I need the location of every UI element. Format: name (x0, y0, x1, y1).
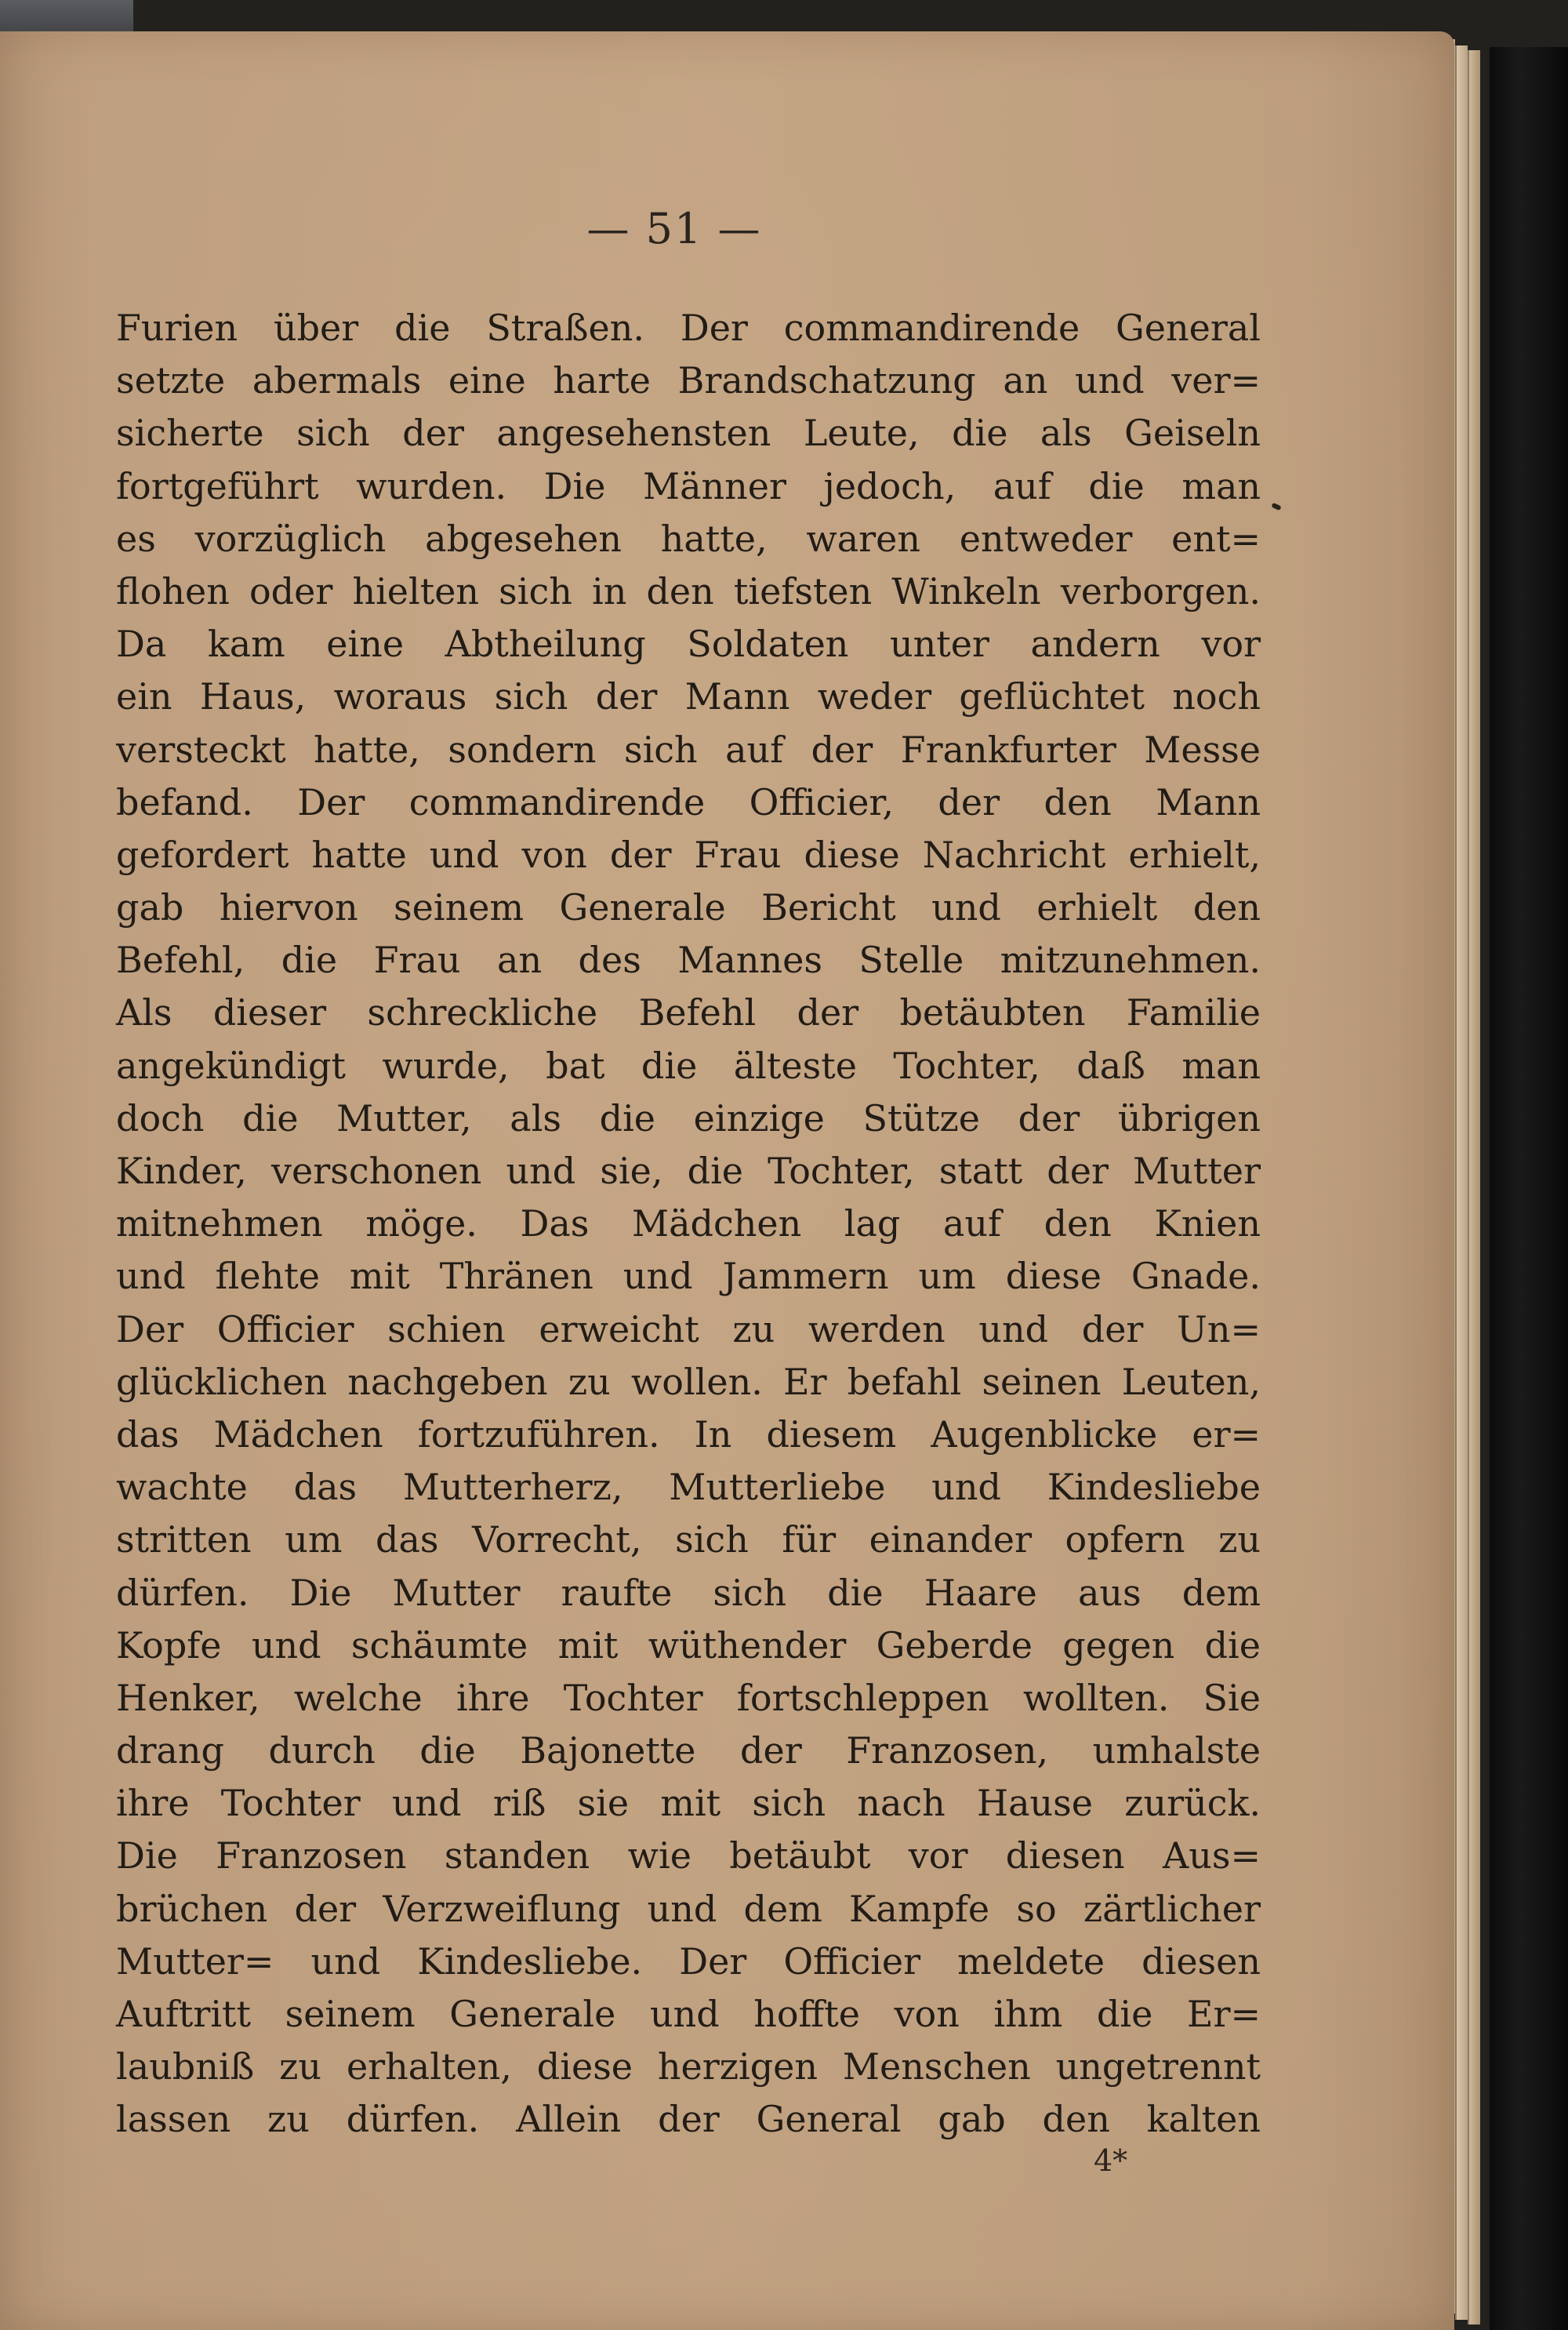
text-line: glücklichen nachgeben zu wollen. Er befahl seinen Leuten, (116, 1360, 1261, 1403)
signature-mark: 4* (1094, 2143, 1128, 2178)
page-edge (1455, 45, 1468, 2320)
page-edge (1468, 50, 1480, 2325)
paper-sheet (0, 31, 1454, 2330)
text-line: befand. Der commandirende Officier, der den Mann (116, 780, 1261, 823)
text-line: Der Officier schien erweicht zu werden und der Un= (116, 1307, 1261, 1350)
text-line: Kopfe und schäumte mit wüthender Geberde gegen die (116, 1623, 1261, 1667)
text-line: Mutter= und Kindesliebe. Der Officier meldete diesen (116, 1939, 1261, 1983)
text-line: ein Haus, woraus sich der Mann weder geflüchtet noch (116, 675, 1261, 718)
text-line: setzte abermals eine harte Brandschatzung an und ver= (116, 359, 1261, 402)
text-line: es vorzüglich abgesehen hatte, waren entweder ent= (116, 517, 1261, 560)
text-line: Auftritt seinem Generale und hoffte von ihm die Er= (116, 1993, 1261, 2035)
text-line: fortgeführt wurden. Die Männer jedoch, auf die man (116, 464, 1261, 507)
text-line: gefordert hatte und von der Frau diese Nachricht erhielt, (116, 833, 1261, 876)
text-line: lassen zu dürfen. Allein der General gab den kalten (116, 2098, 1261, 2141)
text-line: Kinder, verschonen und sie, die Tochter, statt der Mutter (116, 1150, 1261, 1192)
text-line: Befehl, die Frau an des Mannes Stelle mitzunehmen. (116, 939, 1261, 982)
text-line: stritten um das Vorrecht, sich für einander opfern zu (116, 1518, 1261, 1561)
text-line: das Mädchen fortzuführen. In diesem Augenblicke er= (116, 1412, 1261, 1456)
text-line: doch die Mutter, als die einzige Stütze der übrigen (116, 1096, 1261, 1140)
text-line: versteckt hatte, sondern sich auf der Frankfurter Messe (116, 728, 1261, 771)
text-line: angekündigt wurde, bat die älteste Tochter, daß man (116, 1044, 1261, 1087)
text-line: Henker, welche ihre Tochter fortschleppen wollten. Sie (116, 1676, 1261, 1719)
text-line: Als dieser schreckliche Befehl der betäubten Familie (116, 991, 1261, 1034)
text-line: Die Franzosen standen wie betäubt vor diesen Aus= (116, 1834, 1261, 1877)
text-line: ihre Tochter und riß sie mit sich nach Hause zurück. (116, 1782, 1261, 1825)
page-number: — 51 — (586, 204, 762, 253)
text-line: flohen oder hielten sich in den tiefsten Winkeln verborgen. (116, 569, 1261, 612)
text-line: dürfen. Die Mutter raufte sich die Haare aus dem (116, 1571, 1261, 1614)
body-text (116, 302, 1261, 2146)
text-line: laubniß zu erhalten, diese herzigen Menschen ungetrennt (116, 2045, 1261, 2088)
ink-smudge (1271, 503, 1281, 511)
text-line: brüchen der Verzweiflung und dem Kampfe so zärtlicher (116, 1887, 1261, 1930)
text-line: wachte das Mutterherz, Mutterliebe und Kindesliebe (116, 1466, 1261, 1509)
text-line: gab hiervon seinem Generale Bericht und erhielt den (116, 886, 1261, 929)
text-line: sicherte sich der angesehensten Leute, die als Geiseln (116, 412, 1261, 455)
book-binding (1490, 47, 1568, 2330)
text-line: und flehte mit Thränen und Jammern um diese Gnade. (116, 1255, 1261, 1298)
text-line: Da kam eine Abtheilung Soldaten unter andern vor (116, 623, 1261, 666)
text-line: mitnehmen möge. Das Mädchen lag auf den Knien (116, 1202, 1261, 1245)
text-line: drang durch die Bajonette der Franzosen, umhalste (116, 1729, 1261, 1772)
text-line: Furien über die Straßen. Der commandirende General (116, 307, 1261, 349)
